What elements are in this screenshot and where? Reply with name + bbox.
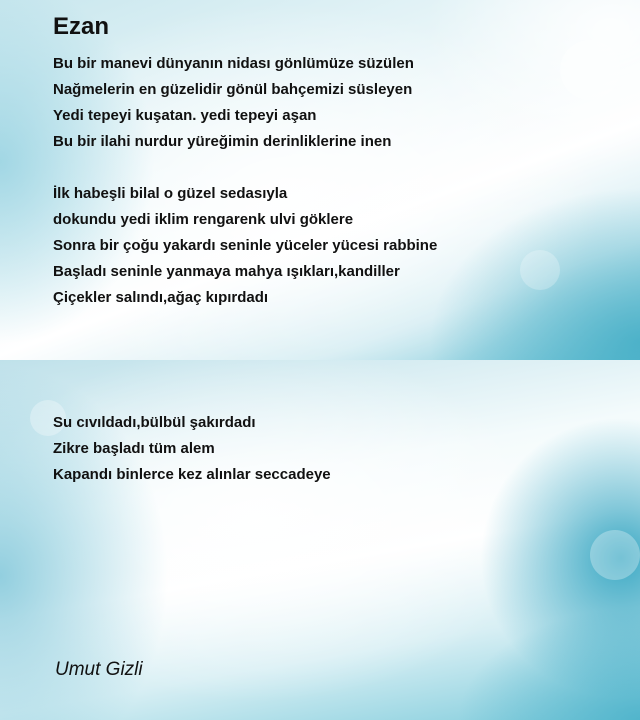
poem-line: Nağmelerin en güzelidir gönül bahçemizi süsleyen (53, 81, 413, 98)
poem-card-bottom (0, 360, 640, 720)
poem-title: Ezan (53, 13, 110, 40)
poem-line: Bu bir manevi dünyanın nidası gönlümüze süzülen (53, 55, 414, 72)
poem-line: Çiçekler salındı,ağaç kıpırdadı (53, 289, 269, 306)
poem-line: Zikre başladı tüm alem (53, 440, 215, 457)
poem-line: İlk habeşli bilal o güzel sedasıyla (53, 185, 288, 202)
poem-line: Yedi tepeyi kuşatan. yedi tepeyi aşan (53, 107, 317, 124)
poem-line: Sonra bir çoğu yakardı seninle yüceler yücesi rabbine (53, 237, 438, 254)
poem-line: Kapandı binlerce kez alınlar seccadeye (53, 466, 331, 483)
poem-author: Umut Gizli (55, 659, 143, 680)
bokeh-light (520, 250, 560, 290)
bokeh-light (590, 530, 640, 580)
stanza-1 (53, 51, 414, 155)
stanza-2 (53, 181, 437, 311)
poem-line: Başladı seninle yanmaya mahya ışıkları,kandiller (53, 263, 400, 280)
poem-line: Bu bir ilahi nurdur yüreğimin derinliklerine inen (53, 133, 392, 150)
stanza-3 (53, 410, 331, 488)
poem-line: Su cıvıldadı,bülbül şakırdadı (53, 414, 256, 431)
poem-line: dokundu yedi iklim rengarenk ulvi göklere (53, 211, 354, 228)
bokeh-light (560, 40, 620, 100)
